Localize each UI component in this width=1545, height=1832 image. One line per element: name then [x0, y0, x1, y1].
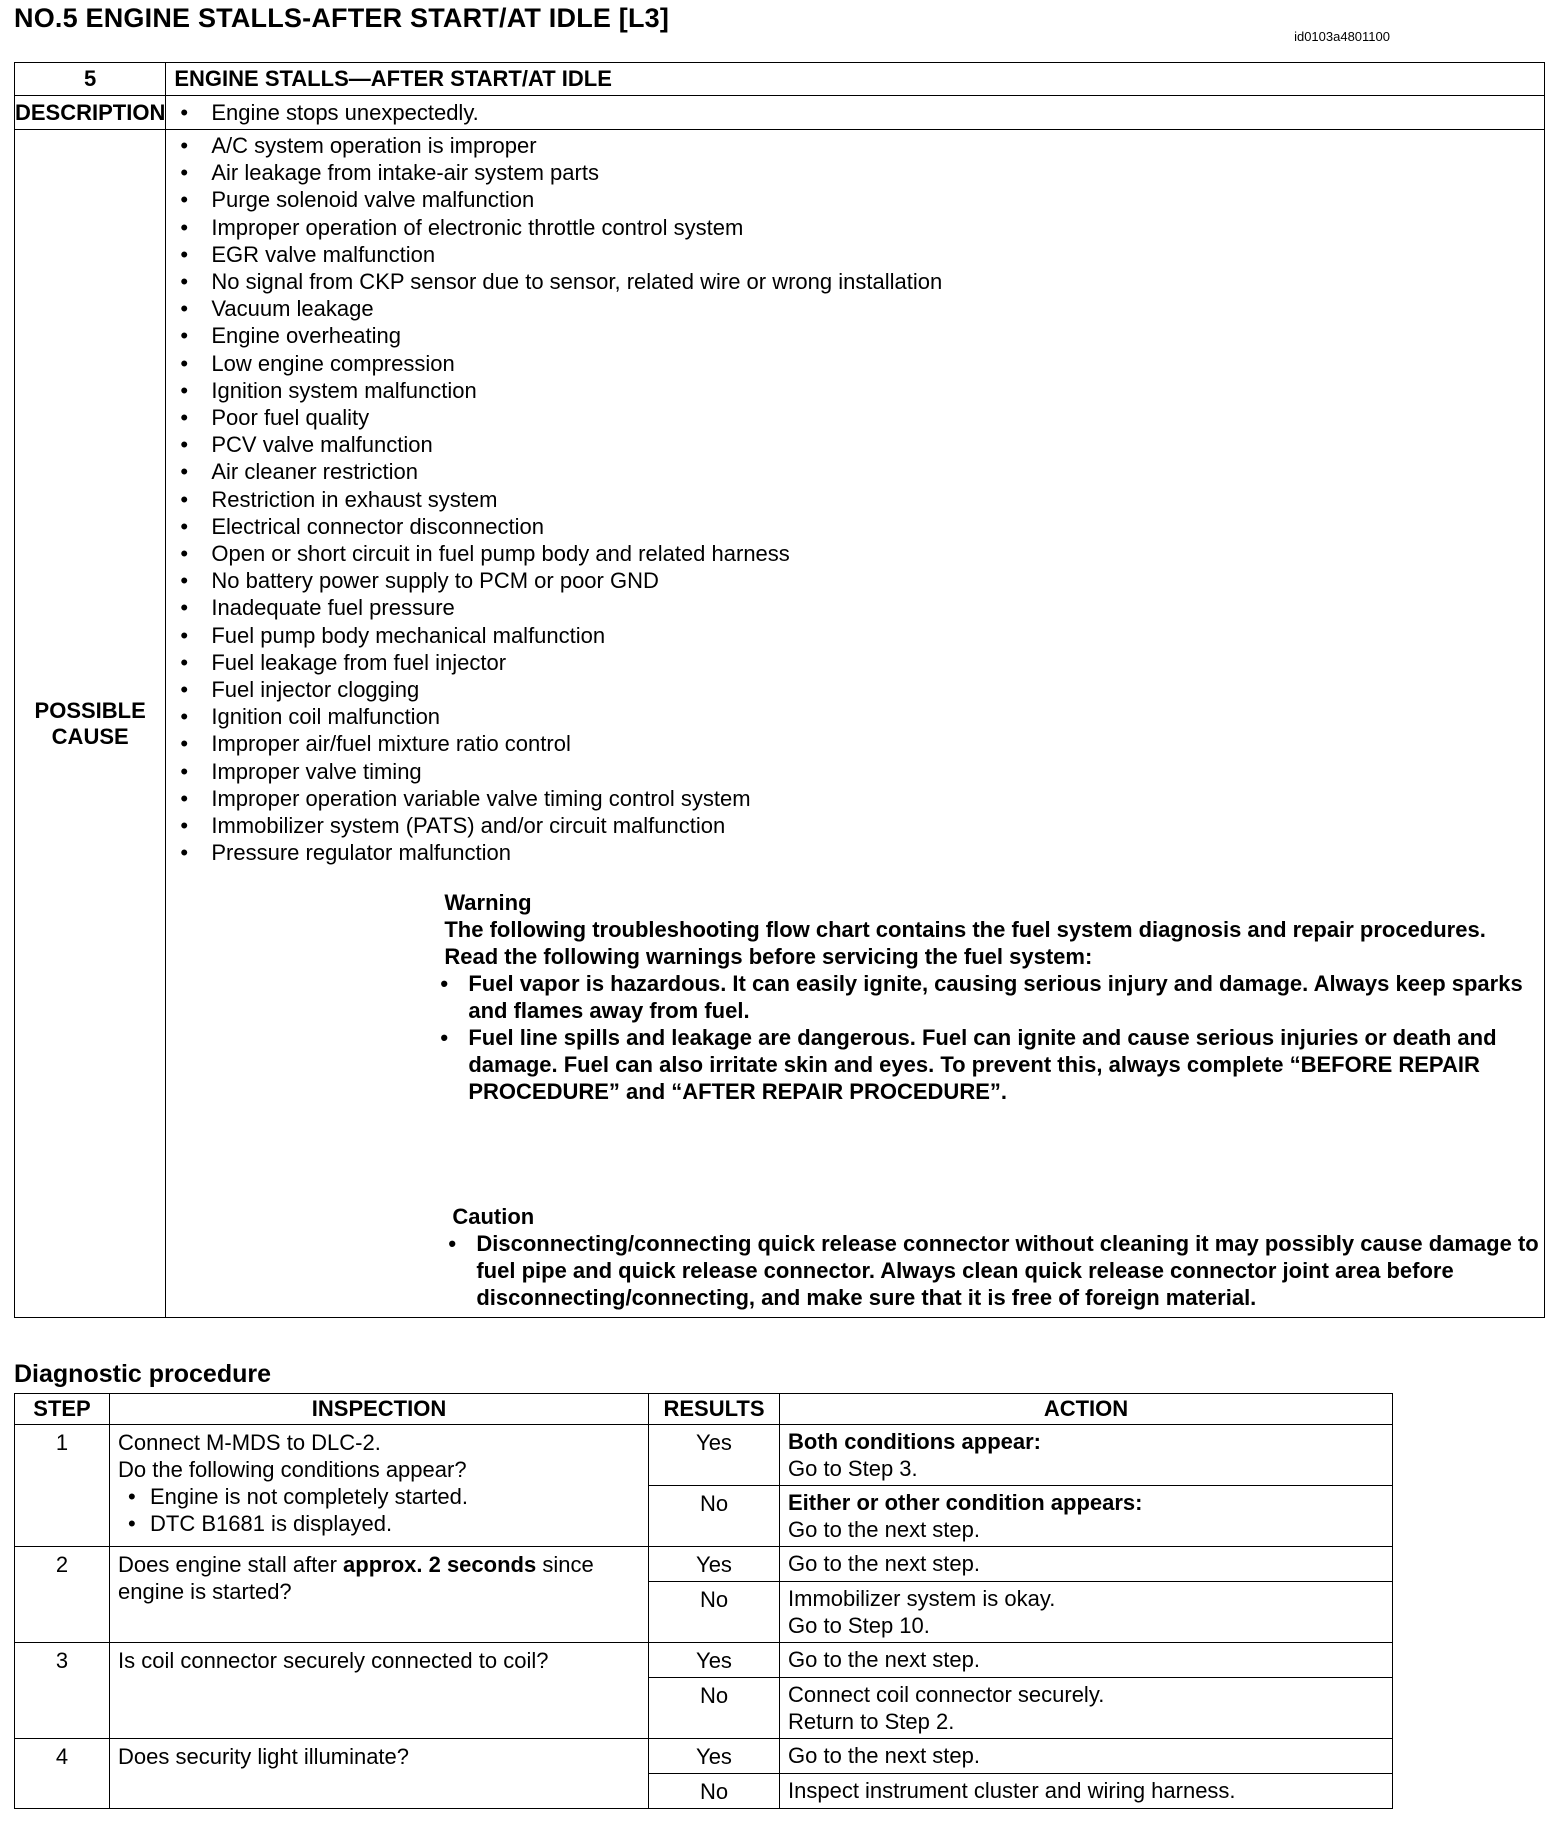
possible-cause-item: • Improper air/fuel mixture ratio control	[166, 730, 1544, 757]
description-label: DESCRIPTION	[15, 96, 166, 130]
inspection-line: Do the following conditions appear?	[118, 1457, 467, 1482]
possible-cause-item: • Ignition system malfunction	[166, 377, 1544, 404]
possible-cause-item: • Open or short circuit in fuel pump body and related harness	[166, 540, 1544, 567]
result-yes: Yes	[649, 1643, 780, 1678]
step-2-yes-row	[15, 1547, 1393, 1582]
possible-cause-item: • Engine overheating	[166, 322, 1544, 349]
possible-cause-item: • Air leakage from intake-air system parts	[166, 159, 1544, 186]
description-row	[15, 96, 1545, 130]
symptom-title: ENGINE STALLS—AFTER START/AT IDLE	[166, 63, 1545, 96]
step-number: 1	[15, 1425, 110, 1547]
header-inspection: INSPECTION	[110, 1394, 649, 1425]
possible-cause-item: • Ignition coil malfunction	[166, 703, 1544, 730]
possible-cause-item: • A/C system operation is improper	[166, 132, 1544, 159]
caution-block	[452, 1203, 1544, 1317]
diagnostic-table	[14, 1393, 1393, 1809]
step-inspection	[110, 1425, 649, 1547]
possible-cause-item: • Improper valve timing	[166, 758, 1544, 785]
action-text: Go to Step 3.	[788, 1456, 918, 1481]
result-no: No	[649, 1774, 780, 1809]
possible-cause-cell	[166, 130, 1545, 1318]
description-text: • Engine stops unexpectedly.	[166, 99, 1544, 126]
possible-cause-item: • Air cleaner restriction	[166, 458, 1544, 485]
action-text: Return to Step 2.	[788, 1709, 955, 1734]
possible-cause-item: • Inadequate fuel pressure	[166, 594, 1544, 621]
header-results: RESULTS	[649, 1394, 780, 1425]
step-inspection: Is coil connector securely connected to coil?	[110, 1643, 649, 1739]
action-no: Inspect instrument cluster and wiring harness.	[780, 1774, 1393, 1809]
action-yes: Go to the next step.	[780, 1739, 1393, 1774]
possible-cause-item: • Electrical connector disconnection	[166, 513, 1544, 540]
possible-cause-item: • Fuel leakage from fuel injector	[166, 649, 1544, 676]
action-text: Immobilizer system is okay.	[788, 1586, 1056, 1611]
step-3-yes-row	[15, 1643, 1393, 1678]
possible-cause-item: • EGR valve malfunction	[166, 241, 1544, 268]
possible-cause-item: • No battery power supply to PCM or poor GND	[166, 567, 1544, 594]
step-4-yes-row	[15, 1739, 1393, 1774]
warning-list	[436, 970, 1528, 1105]
inspection-condition: • Engine is not completely started.	[118, 1483, 640, 1510]
result-no: No	[649, 1582, 780, 1643]
step-inspection	[110, 1547, 649, 1643]
action-no	[780, 1582, 1393, 1643]
action-yes	[780, 1425, 1393, 1486]
inspection-conditions	[118, 1483, 640, 1537]
possible-cause-item: • Vacuum leakage	[166, 295, 1544, 322]
possible-cause-item: • Purge solenoid valve malfunction	[166, 186, 1544, 213]
possible-cause-item: • Poor fuel quality	[166, 404, 1544, 431]
inspection-text: Does engine stall after	[118, 1552, 344, 1577]
result-yes: Yes	[649, 1547, 780, 1582]
inspection-emphasis: approx. 2 seconds	[343, 1552, 537, 1577]
possible-cause-item: • Improper operation variable valve timing control system	[166, 785, 1544, 812]
action-bold: Either or other condition appears:	[788, 1490, 1143, 1515]
caution-list	[444, 1230, 1544, 1311]
possible-cause-item: • Restriction in exhaust system	[166, 486, 1544, 513]
symptom-header-row	[15, 63, 1545, 96]
action-text: Go to the next step.	[788, 1517, 981, 1542]
header-step: STEP	[15, 1394, 110, 1425]
document-id: id0103a4801100	[1294, 29, 1390, 44]
warning-intro: The following troubleshooting flow chart contains the fuel system diagnosis and repair procedures. Read the following warnings before servicing the fuel system:	[444, 917, 1486, 970]
action-text: Go to Step 10.	[788, 1613, 930, 1638]
caution-title: Caution	[452, 1204, 535, 1230]
possible-cause-item: • Low engine compression	[166, 350, 1544, 377]
action-text: Connect coil connector securely.	[788, 1682, 1105, 1707]
action-bold: Both conditions appear:	[788, 1429, 1041, 1454]
inspection-text: since engine is started?	[118, 1552, 594, 1604]
page-title: NO.5 ENGINE STALLS-AFTER START/AT IDLE [L3]	[14, 3, 670, 33]
inspection-condition: • DTC B1681 is displayed.	[118, 1510, 640, 1537]
step-number: 4	[15, 1739, 110, 1809]
description-cell	[166, 96, 1545, 130]
result-no: No	[649, 1486, 780, 1547]
result-no: No	[649, 1678, 780, 1739]
action-yes: Go to the next step.	[780, 1547, 1393, 1582]
action-no	[780, 1486, 1393, 1547]
symptom-number: 5	[15, 63, 166, 96]
diagnostic-header-row	[15, 1394, 1393, 1425]
possible-cause-list	[166, 132, 1544, 866]
step-inspection: Does security light illuminate?	[110, 1739, 649, 1809]
diagnostic-section-title: Diagnostic procedure	[14, 1360, 271, 1388]
warning-title: Warning	[444, 890, 532, 916]
caution-item: • Disconnecting/connecting quick release connector without cleaning it may possibly cause damage to fuel pipe and quick release connector. Always clean quick release connector joint area before disconnecting/connecting, and make sure that it is free of foreign material.	[444, 1230, 1544, 1311]
possible-cause-row	[15, 130, 1545, 1318]
step-number: 3	[15, 1643, 110, 1739]
possible-cause-item: • Improper operation of electronic throttle control system	[166, 214, 1544, 241]
step-1-yes-row	[15, 1425, 1393, 1486]
warning-block	[444, 889, 1544, 1105]
action-no	[780, 1678, 1393, 1739]
possible-cause-item: • Fuel injector clogging	[166, 676, 1544, 703]
possible-cause-item: • Immobilizer system (PATS) and/or circuit malfunction	[166, 812, 1544, 839]
possible-cause-label: POSSIBLE CAUSE	[15, 130, 166, 1318]
possible-cause-item: • Fuel pump body mechanical malfunction	[166, 622, 1544, 649]
header-action: ACTION	[780, 1394, 1393, 1425]
possible-cause-item: • No signal from CKP sensor due to sensor, related wire or wrong installation	[166, 268, 1544, 295]
inspection-line: Connect M-MDS to DLC-2.	[118, 1430, 381, 1455]
warning-item: • Fuel line spills and leakage are dangerous. Fuel can ignite and cause serious injuries or death and damage. Fuel can also irritate skin and eyes. To prevent this, always complete “BEFORE REPAIR PROCEDURE” and “AFTER REPAIR PROCEDURE”.	[436, 1024, 1528, 1105]
result-yes: Yes	[649, 1425, 780, 1486]
symptom-info-table	[14, 62, 1545, 1318]
possible-cause-item: • PCV valve malfunction	[166, 431, 1544, 458]
result-yes: Yes	[649, 1739, 780, 1774]
description-list	[166, 99, 1544, 126]
step-number: 2	[15, 1547, 110, 1643]
action-yes: Go to the next step.	[780, 1643, 1393, 1678]
warning-item: • Fuel vapor is hazardous. It can easily ignite, causing serious injury and damage. Always keep sparks and flames away from fuel.	[436, 970, 1528, 1024]
possible-cause-item: • Pressure regulator malfunction	[166, 839, 1544, 866]
